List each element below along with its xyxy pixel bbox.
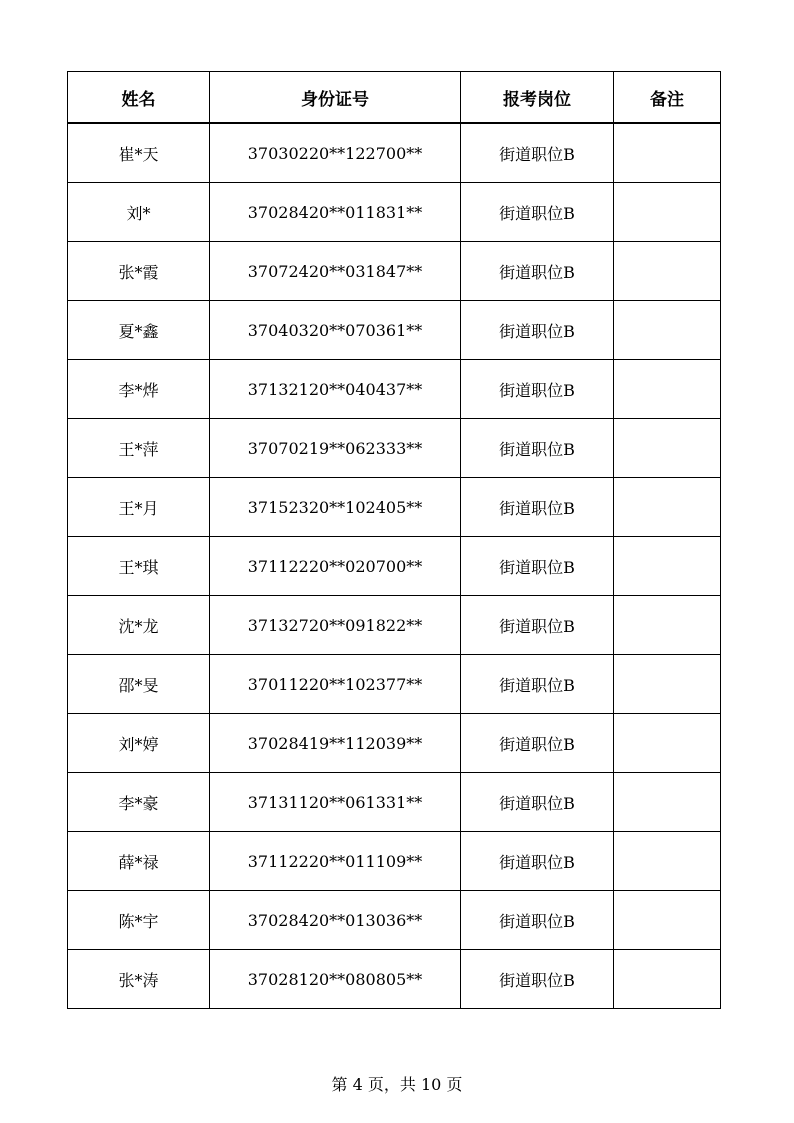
cell-name: 李*豪 [68,773,210,832]
cell-name: 王*萍 [68,419,210,478]
cell-id-number: 37028120**080805** [210,950,461,1009]
cell-name: 沈*龙 [68,596,210,655]
cell-id-number: 37132720**091822** [210,596,461,655]
cell-id-number: 37070219**062333** [210,419,461,478]
cell-remarks [614,537,721,596]
cell-name: 夏*鑫 [68,301,210,360]
cell-position: 街道职位B [461,478,614,537]
cell-position: 街道职位B [461,301,614,360]
cell-id-number: 37030220**122700** [210,123,461,183]
cell-remarks [614,714,721,773]
header-position: 报考岗位 [461,72,614,124]
cell-position: 街道职位B [461,832,614,891]
cell-position: 街道职位B [461,183,614,242]
cell-name: 李*烨 [68,360,210,419]
table-row [68,301,721,360]
cell-position: 街道职位B [461,655,614,714]
cell-name: 崔*天 [68,123,210,183]
cell-id-number: 37028420**013036** [210,891,461,950]
cell-name: 张*涛 [68,950,210,1009]
table-row [68,123,721,183]
table-row [68,891,721,950]
table-row [68,714,721,773]
table-row [68,596,721,655]
table-row [68,537,721,596]
table-row [68,950,721,1009]
cell-id-number: 37011220**102377** [210,655,461,714]
cell-remarks [614,301,721,360]
cell-name: 薛*禄 [68,832,210,891]
cell-id-number: 37132120**040437** [210,360,461,419]
cell-id-number: 37112220**020700** [210,537,461,596]
cell-position: 街道职位B [461,242,614,301]
cell-id-number: 37112220**011109** [210,832,461,891]
cell-position: 街道职位B [461,419,614,478]
cell-position: 街道职位B [461,123,614,183]
cell-remarks [614,596,721,655]
table-row [68,183,721,242]
cell-remarks [614,123,721,183]
cell-position: 街道职位B [461,714,614,773]
table-row [68,832,721,891]
table-row [68,655,721,714]
cell-position: 街道职位B [461,773,614,832]
applicant-table [67,71,721,1009]
header-row [68,72,721,124]
header-id-number: 身份证号 [210,72,461,124]
cell-remarks [614,419,721,478]
cell-name: 陈*宇 [68,891,210,950]
header-remarks: 备注 [614,72,721,124]
cell-position: 街道职位B [461,891,614,950]
cell-remarks [614,242,721,301]
cell-name: 刘* [68,183,210,242]
cell-remarks [614,478,721,537]
cell-remarks [614,950,721,1009]
cell-position: 街道职位B [461,360,614,419]
cell-name: 王*月 [68,478,210,537]
cell-name: 邵*旻 [68,655,210,714]
cell-id-number: 37028419**112039** [210,714,461,773]
table-row [68,773,721,832]
cell-remarks [614,183,721,242]
table-row [68,419,721,478]
cell-remarks [614,773,721,832]
table-body [68,123,721,1009]
cell-id-number: 37040320**070361** [210,301,461,360]
cell-remarks [614,891,721,950]
cell-position: 街道职位B [461,537,614,596]
cell-remarks [614,832,721,891]
header-name: 姓名 [68,72,210,124]
table-row [68,360,721,419]
table-row [68,478,721,537]
table-header [68,72,721,124]
cell-name: 王*琪 [68,537,210,596]
page-number: 第 4 页，共 10 页 [331,1075,463,1094]
cell-id-number: 37072420**031847** [210,242,461,301]
cell-id-number: 37131120**061331** [210,773,461,832]
cell-position: 街道职位B [461,596,614,655]
cell-name: 刘*婷 [68,714,210,773]
cell-remarks [614,360,721,419]
cell-remarks [614,655,721,714]
table-row [68,242,721,301]
cell-position: 街道职位B [461,950,614,1009]
cell-id-number: 37152320**102405** [210,478,461,537]
cell-id-number: 37028420**011831** [210,183,461,242]
cell-name: 张*霞 [68,242,210,301]
